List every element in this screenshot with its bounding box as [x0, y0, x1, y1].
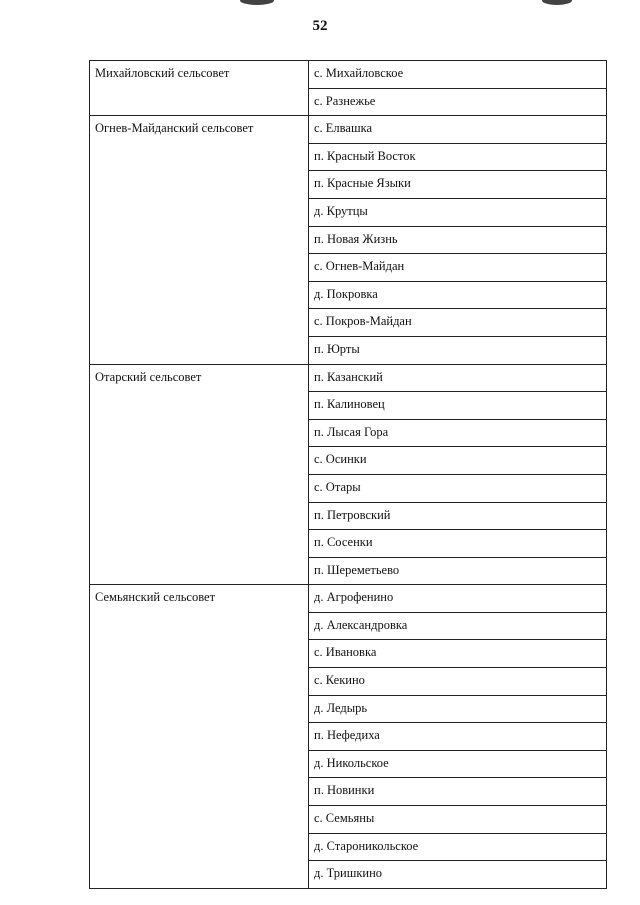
table-row [90, 61, 607, 89]
settlements-table-body [90, 61, 607, 889]
settlement-name-cell: д. Крутцы [309, 198, 607, 226]
settlement-name-cell: д. Агрофенино [309, 585, 607, 613]
settlement-name-cell: с. Михайловское [309, 61, 607, 89]
settlement-name-cell: п. Новинки [309, 778, 607, 806]
settlement-name-cell: д. Староникольское [309, 833, 607, 861]
settlement-name-cell: с. Отары [309, 474, 607, 502]
settlement-name-cell: с. Кекино [309, 668, 607, 696]
settlement-name-cell: п. Красный Восток [309, 143, 607, 171]
settlements-table [89, 60, 607, 889]
table-row [90, 116, 607, 144]
council-name-cell: Семьянский сельсовет [90, 585, 309, 889]
settlement-name-cell: д. Тришкино [309, 861, 607, 889]
settlement-name-cell: с. Елвашка [309, 116, 607, 144]
settlement-name-cell: д. Ледырь [309, 695, 607, 723]
settlement-name-cell: п. Нефедиха [309, 723, 607, 751]
settlement-name-cell: с. Ивановка [309, 640, 607, 668]
settlement-name-cell: п. Сосенки [309, 530, 607, 558]
settlement-name-cell: п. Лысая Гора [309, 419, 607, 447]
council-name-cell: Отарский сельсовет [90, 364, 309, 585]
page-number: 52 [312, 18, 328, 34]
settlement-name-cell: п. Красные Языки [309, 171, 607, 199]
settlement-name-cell: п. Калиновец [309, 392, 607, 420]
settlement-name-cell: п. Новая Жизнь [309, 226, 607, 254]
settlement-name-cell: с. Осинки [309, 447, 607, 475]
settlement-name-cell: д. Никольское [309, 750, 607, 778]
settlement-name-cell: с. Покров-Майдан [309, 309, 607, 337]
scan-mark-right [542, 0, 572, 5]
council-name-cell: Михайловский сельсовет [90, 61, 309, 116]
settlement-name-cell: п. Шереметьево [309, 557, 607, 585]
council-name-cell: Огнев-Майданский сельсовет [90, 116, 309, 364]
settlement-name-cell: с. Семьяны [309, 806, 607, 834]
settlement-name-cell: п. Петровский [309, 502, 607, 530]
settlement-name-cell: с. Разнежье [309, 88, 607, 116]
settlement-name-cell: д. Покровка [309, 281, 607, 309]
table-row [90, 364, 607, 392]
settlement-name-cell: п. Юрты [309, 336, 607, 364]
scan-mark-left [240, 0, 274, 5]
settlement-name-cell: п. Казанский [309, 364, 607, 392]
table-row [90, 585, 607, 613]
settlement-name-cell: д. Александровка [309, 612, 607, 640]
settlement-name-cell: с. Огнев-Майдан [309, 254, 607, 282]
